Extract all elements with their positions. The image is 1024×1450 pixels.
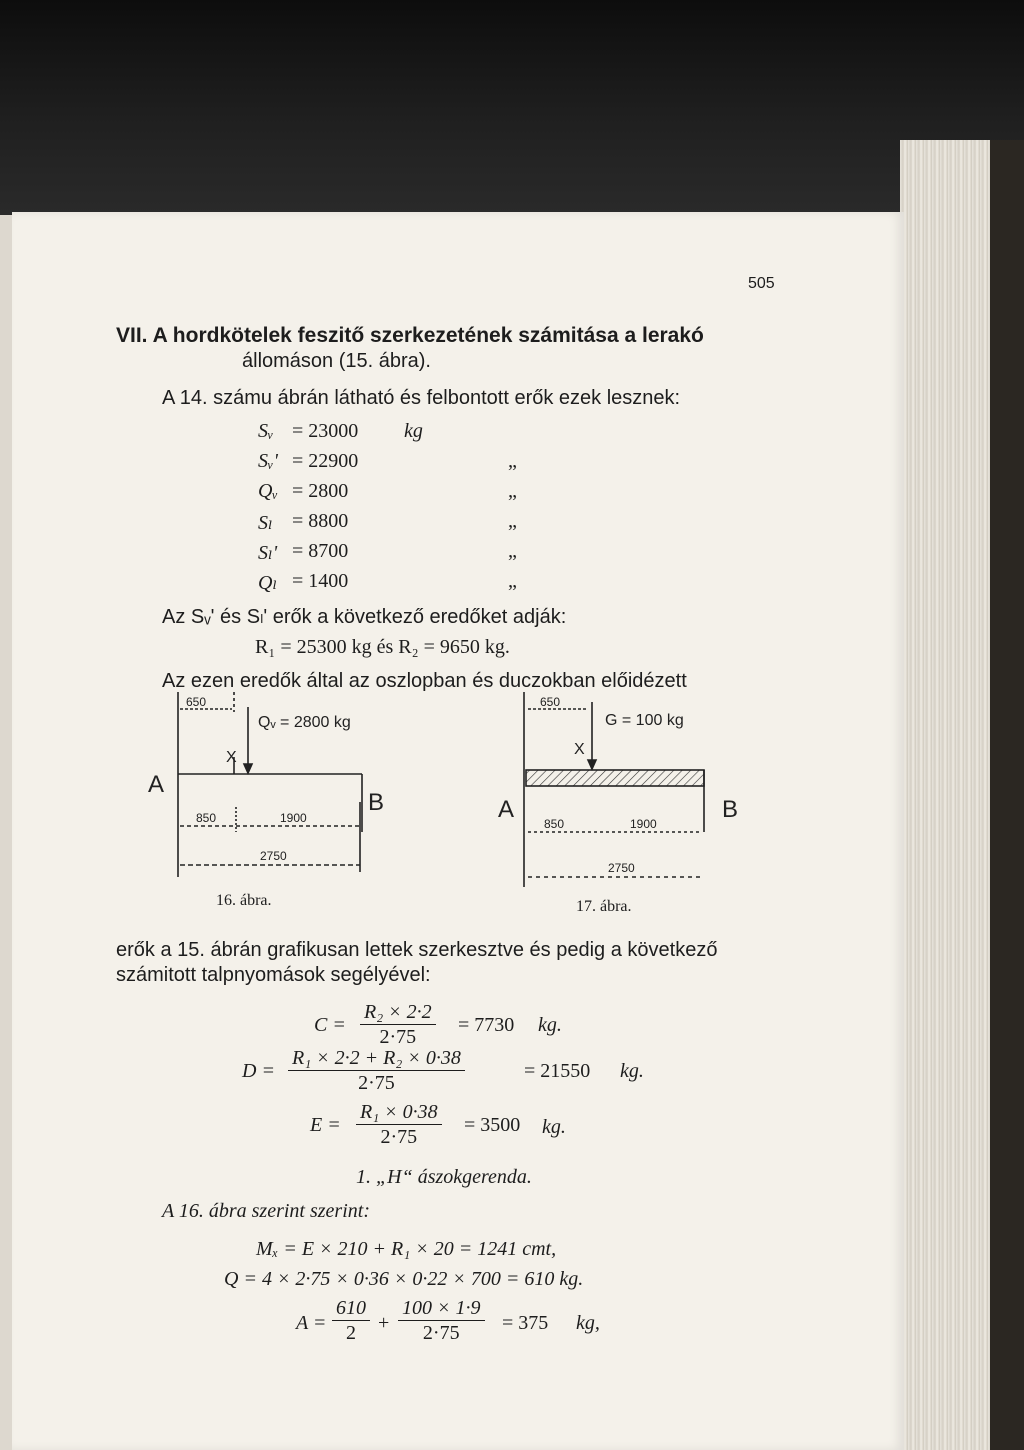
force-symbol: Qᵥ	[258, 480, 279, 502]
fig16-label-a: A	[148, 771, 165, 798]
fig17-load-label: G = 100 kg	[605, 712, 684, 729]
eq-e-denominator: 2·75	[380, 1126, 418, 1148]
fig17-dim-a: 850	[544, 817, 565, 831]
fig17-label-a: A	[498, 796, 515, 823]
fig16-load-label: Qᵥ = 2800 kg	[258, 714, 351, 731]
fig17-dim-top: 650	[540, 695, 561, 709]
paragraph-1: Az ezen eredők által az oszlopban és duczokban előidézett	[162, 670, 687, 692]
figure-16-caption: 16. ábra.	[216, 892, 272, 909]
eq-a-unit: kg,	[576, 1312, 600, 1334]
eq-moment: Mₓ = E × 210 + R₁ × 20 = 1241 cmt,	[256, 1238, 557, 1260]
eq-q: Q = 4 × 2·75 × 0·36 × 0·22 × 700 = 610 kg.	[224, 1268, 584, 1290]
eq-a-result: = 375	[502, 1312, 549, 1334]
fig16-dim-total: 2750	[260, 849, 287, 863]
eq-c-denominator: 2·75	[379, 1026, 417, 1048]
force-unit: kg	[404, 420, 423, 442]
eq-d-unit: kg.	[620, 1060, 644, 1082]
resultants-intro: Az Sᵥ' és Sₗ' erők a következő eredőket adják:	[162, 606, 567, 628]
eq-a-numerator-1: 610	[332, 1296, 370, 1321]
eq-a-denominator-1: 2	[346, 1322, 356, 1344]
force-symbol: Sₗ'	[258, 542, 278, 564]
force-unit: „	[508, 510, 517, 532]
heading-line-1: VII. A hordkötelek feszitő szerkezetének számitása a lerakó	[116, 324, 704, 347]
eq-c-fraction	[360, 1000, 436, 1049]
force-symbol: Qₗ	[258, 572, 278, 594]
fig17-dim-b: 1900	[630, 817, 657, 831]
figure-17-caption: 17. ábra.	[576, 898, 632, 915]
fig16-label-b: B	[368, 789, 385, 816]
eq-d-fraction	[288, 1046, 465, 1095]
figure-17-diagram	[490, 682, 750, 892]
eq-e-lhs: E =	[310, 1114, 341, 1136]
fig17-dim-total: 2750	[608, 861, 635, 875]
eq-a-plus: +	[378, 1312, 390, 1334]
figure-16-diagram	[140, 682, 385, 882]
eq-e-fraction	[356, 1100, 442, 1149]
fig16-dim-top: 650	[186, 695, 207, 709]
eq-a-denominator-2: 2·75	[422, 1322, 460, 1344]
force-value: = 8800	[292, 510, 349, 532]
eq-c-unit: kg.	[538, 1014, 562, 1036]
intro-text: A 14. számu ábrán látható és felbontott erők ezek lesznek:	[162, 387, 681, 409]
force-unit: „	[508, 450, 517, 472]
paragraph-2-line-1: erők a 15. ábrán grafikusan lettek szerkesztve és pedig a következő	[116, 939, 718, 961]
eq-a-numerator-2: 100 × 1·9	[398, 1296, 485, 1321]
force-symbol: Sᵥ'	[258, 450, 278, 472]
force-value: = 2800	[292, 480, 349, 502]
force-unit: „	[508, 540, 517, 562]
section-title: 1. „H“ ászokgerenda.	[356, 1166, 532, 1188]
fig17-label-b: B	[722, 796, 739, 823]
eq-d-denominator: 2·75	[358, 1072, 395, 1094]
eq-c-result: = 7730	[458, 1014, 515, 1036]
force-unit: „	[508, 570, 517, 592]
fig16-x-label: X	[226, 749, 237, 766]
eq-d-numerator: R₁ × 2·2 + R₂ × 0·38	[288, 1046, 465, 1071]
force-value: = 23000	[292, 420, 359, 442]
force-value: = 22900	[292, 450, 359, 472]
force-symbol: Sₗ	[258, 512, 273, 534]
eq-e-result: = 3500	[464, 1114, 521, 1136]
fig17-x-label: X	[574, 741, 585, 758]
heading-line-2: állomáson (15. ábra).	[242, 350, 431, 372]
fig16-dim-b: 1900	[280, 811, 307, 825]
eq-a-fraction-2	[398, 1296, 485, 1345]
force-unit: „	[508, 480, 517, 502]
fig16-dim-a: 850	[196, 811, 217, 825]
eq-c-numerator: R₂ × 2·2	[360, 1000, 436, 1025]
book-page	[12, 212, 904, 1450]
force-value: = 1400	[292, 570, 349, 592]
page-number: 505	[748, 275, 775, 292]
eq-a-fraction-1	[332, 1296, 370, 1345]
force-symbol: Sᵥ	[258, 420, 274, 442]
according-text: A 16. ábra szerint szerint:	[162, 1200, 370, 1222]
book-page-edges	[900, 140, 1024, 1450]
eq-e-numerator: R₁ × 0·38	[356, 1100, 442, 1125]
eq-a-lhs: A =	[296, 1312, 327, 1334]
force-value: = 8700	[292, 540, 349, 562]
eq-d-lhs: D =	[242, 1060, 275, 1082]
background-dark-area	[0, 0, 1024, 215]
eq-e-unit: kg.	[542, 1116, 566, 1138]
eq-c-lhs: C =	[314, 1014, 346, 1036]
resultants-values: R₁ = 25300 kg és R₂ = 9650 kg.	[255, 636, 510, 658]
eq-d-result: = 21550	[524, 1060, 591, 1082]
paragraph-2-line-2: számitott talpnyomások segélyével:	[116, 964, 431, 986]
